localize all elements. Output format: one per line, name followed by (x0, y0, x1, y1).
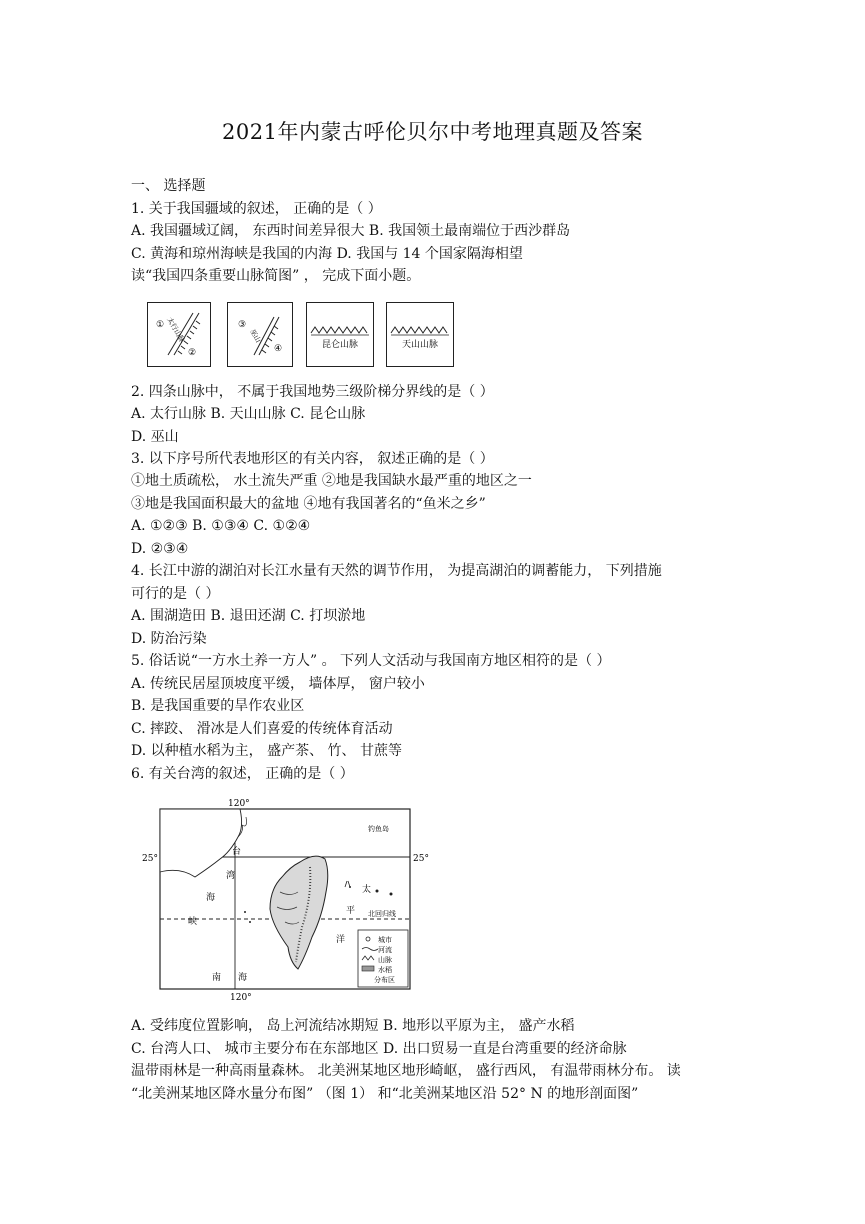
question-2: 2. 四条山脉中， 不属于我国地势三级阶梯分界线的是（ ） (131, 384, 494, 400)
xia-label: 峡 (188, 917, 198, 927)
legend-mountain: 山脉 (378, 956, 392, 964)
lat-right: 25° (413, 854, 429, 864)
question-4-options-abc: A. 围湖造田 B. 退田还湖 C. 打坝淤地 (131, 608, 366, 624)
question-4-cont: 可行的是（ ） (131, 586, 220, 602)
question-3-option-d: D. ②③④ (131, 541, 189, 557)
tropic-label: 北回归线 (368, 910, 396, 918)
diaoyu-label: 钓鱼岛 (368, 825, 389, 833)
hai2-label: 海 (238, 973, 248, 983)
question-5: 5. 俗话说“一方水土养一方人” 。 下列人文活动与我国南方地区相符的是（ ） (131, 653, 611, 669)
question-3-options-abc: A. ①②③ B. ①③④ C. ①②④ (131, 518, 311, 534)
nan-label: 南 (212, 973, 222, 983)
kunlun-label: 昆仑山脉 (321, 340, 359, 350)
question-2-options-abc: A. 太行山脉 B. 天山山脉 C. 昆仑山脉 (131, 406, 366, 422)
question-3-statement-34: ③地是我国面积最大的盆地 ④地有我国著名的“鱼米之乡” (131, 496, 486, 512)
question-1-options-ab: A. 我国疆域辽阔， 东西时间差异很大 B. 我国领土最南端位于西沙群岛 (131, 223, 571, 239)
page-title: 2021年内蒙古呼伦贝尔中考地理真题及答案 (222, 120, 643, 144)
wushan-text: 巫山 (248, 328, 263, 345)
section-heading: 一、 选择题 (131, 178, 206, 194)
tai2-label: 太 (362, 885, 372, 895)
taihang-sketch (148, 303, 210, 366)
question-4-option-d: D. 防治污染 (131, 631, 207, 647)
yang-label: 洋 (336, 935, 346, 945)
question-6-options-cd: C. 台湾人口、 城市主要分布在东部地区 D. 出口贸易一直是台湾重要的经济命脉 (131, 1041, 627, 1057)
legend-river: 河流 (378, 946, 392, 954)
question-6-options-ab: A. 受纬度位置影响， 岛上河流结冰期短 B. 地形以平原为主， 盛产水稻 (131, 1018, 575, 1034)
label-3: ③ (238, 320, 247, 330)
mountain-box-3 (306, 302, 374, 367)
taihang-text: 太行山脉 (165, 316, 187, 345)
question-1: 1. 关于我国疆域的叙述， 正确的是（ ） (131, 201, 382, 217)
question-1-options-cd: C. 黄海和琼州海峡是我国的内海 D. 我国与 14 个国家隔海相望 (131, 246, 523, 262)
taiwan-map (140, 797, 450, 1002)
question-2-option-d: D. 巫山 (131, 429, 179, 445)
wushan-sketch (228, 303, 292, 366)
label-1: ① (156, 320, 165, 330)
mountain-box-1 (147, 302, 211, 367)
mountain-box-2 (227, 302, 293, 367)
question-5-option-c: C. 摔跤、 滑冰是人们喜爱的传统体育活动 (131, 721, 393, 737)
mountain-box-4 (386, 302, 454, 367)
legend-area: 分布区 (374, 976, 395, 984)
question-3: 3. 以下序号所代表地形区的有关内容， 叙述正确的是（ ） (131, 451, 494, 467)
lat-left: 25° (142, 854, 158, 864)
passage-line-2: “北美洲某地区降水量分布图” （图 1） 和“北美洲某地区沿 52° N 的地形剖面图” (131, 1086, 639, 1102)
question-6: 6. 有关台湾的叙述， 正确的是（ ） (131, 766, 354, 782)
label-4: ④ (274, 344, 283, 354)
question-5-option-d: D. 以种植水稻为主， 盛产茶、 竹、 甘蔗等 (131, 743, 402, 759)
taiwan-map-svg (140, 797, 450, 1002)
question-3-statement-12: ①地土质疏松， 水土流失严重 ②地是我国缺水最严重的地区之一 (131, 473, 532, 489)
tianshan-label: 天山山脉 (401, 340, 439, 350)
legend-rice: 水稻 (378, 966, 392, 974)
question-4: 4. 长江中游的湖泊对长江水量有天然的调节作用， 为提高湖泊的调蓄能力， 下列措施 (131, 563, 662, 579)
hai-label: 海 (206, 893, 216, 903)
label-2: ② (188, 348, 197, 358)
tai-label: 台 (232, 847, 242, 857)
ping-label: 平 (346, 906, 356, 916)
lon-top: 120° (228, 799, 250, 809)
question-5-option-b: B. 是我国重要的旱作农业区 (131, 698, 305, 714)
passage-line-1: 温带雨林是一种高雨量森林。 北美洲某地区地形崎岖， 盛行西风， 有温带雨林分布。 读 (131, 1063, 681, 1079)
kunlun-sketch (307, 303, 373, 366)
legend-city: 城市 (378, 936, 392, 944)
question-5-option-a: A. 传统民居屋顶坡度平缓， 墙体厚， 窗户较小 (131, 676, 425, 692)
reading-instruction: 读“我国四条重要山脉简图” ， 完成下面小题。 (131, 268, 421, 284)
tianshan-sketch (387, 303, 453, 366)
lon-bottom: 120° (230, 993, 252, 1002)
wan-label: 湾 (226, 871, 236, 881)
